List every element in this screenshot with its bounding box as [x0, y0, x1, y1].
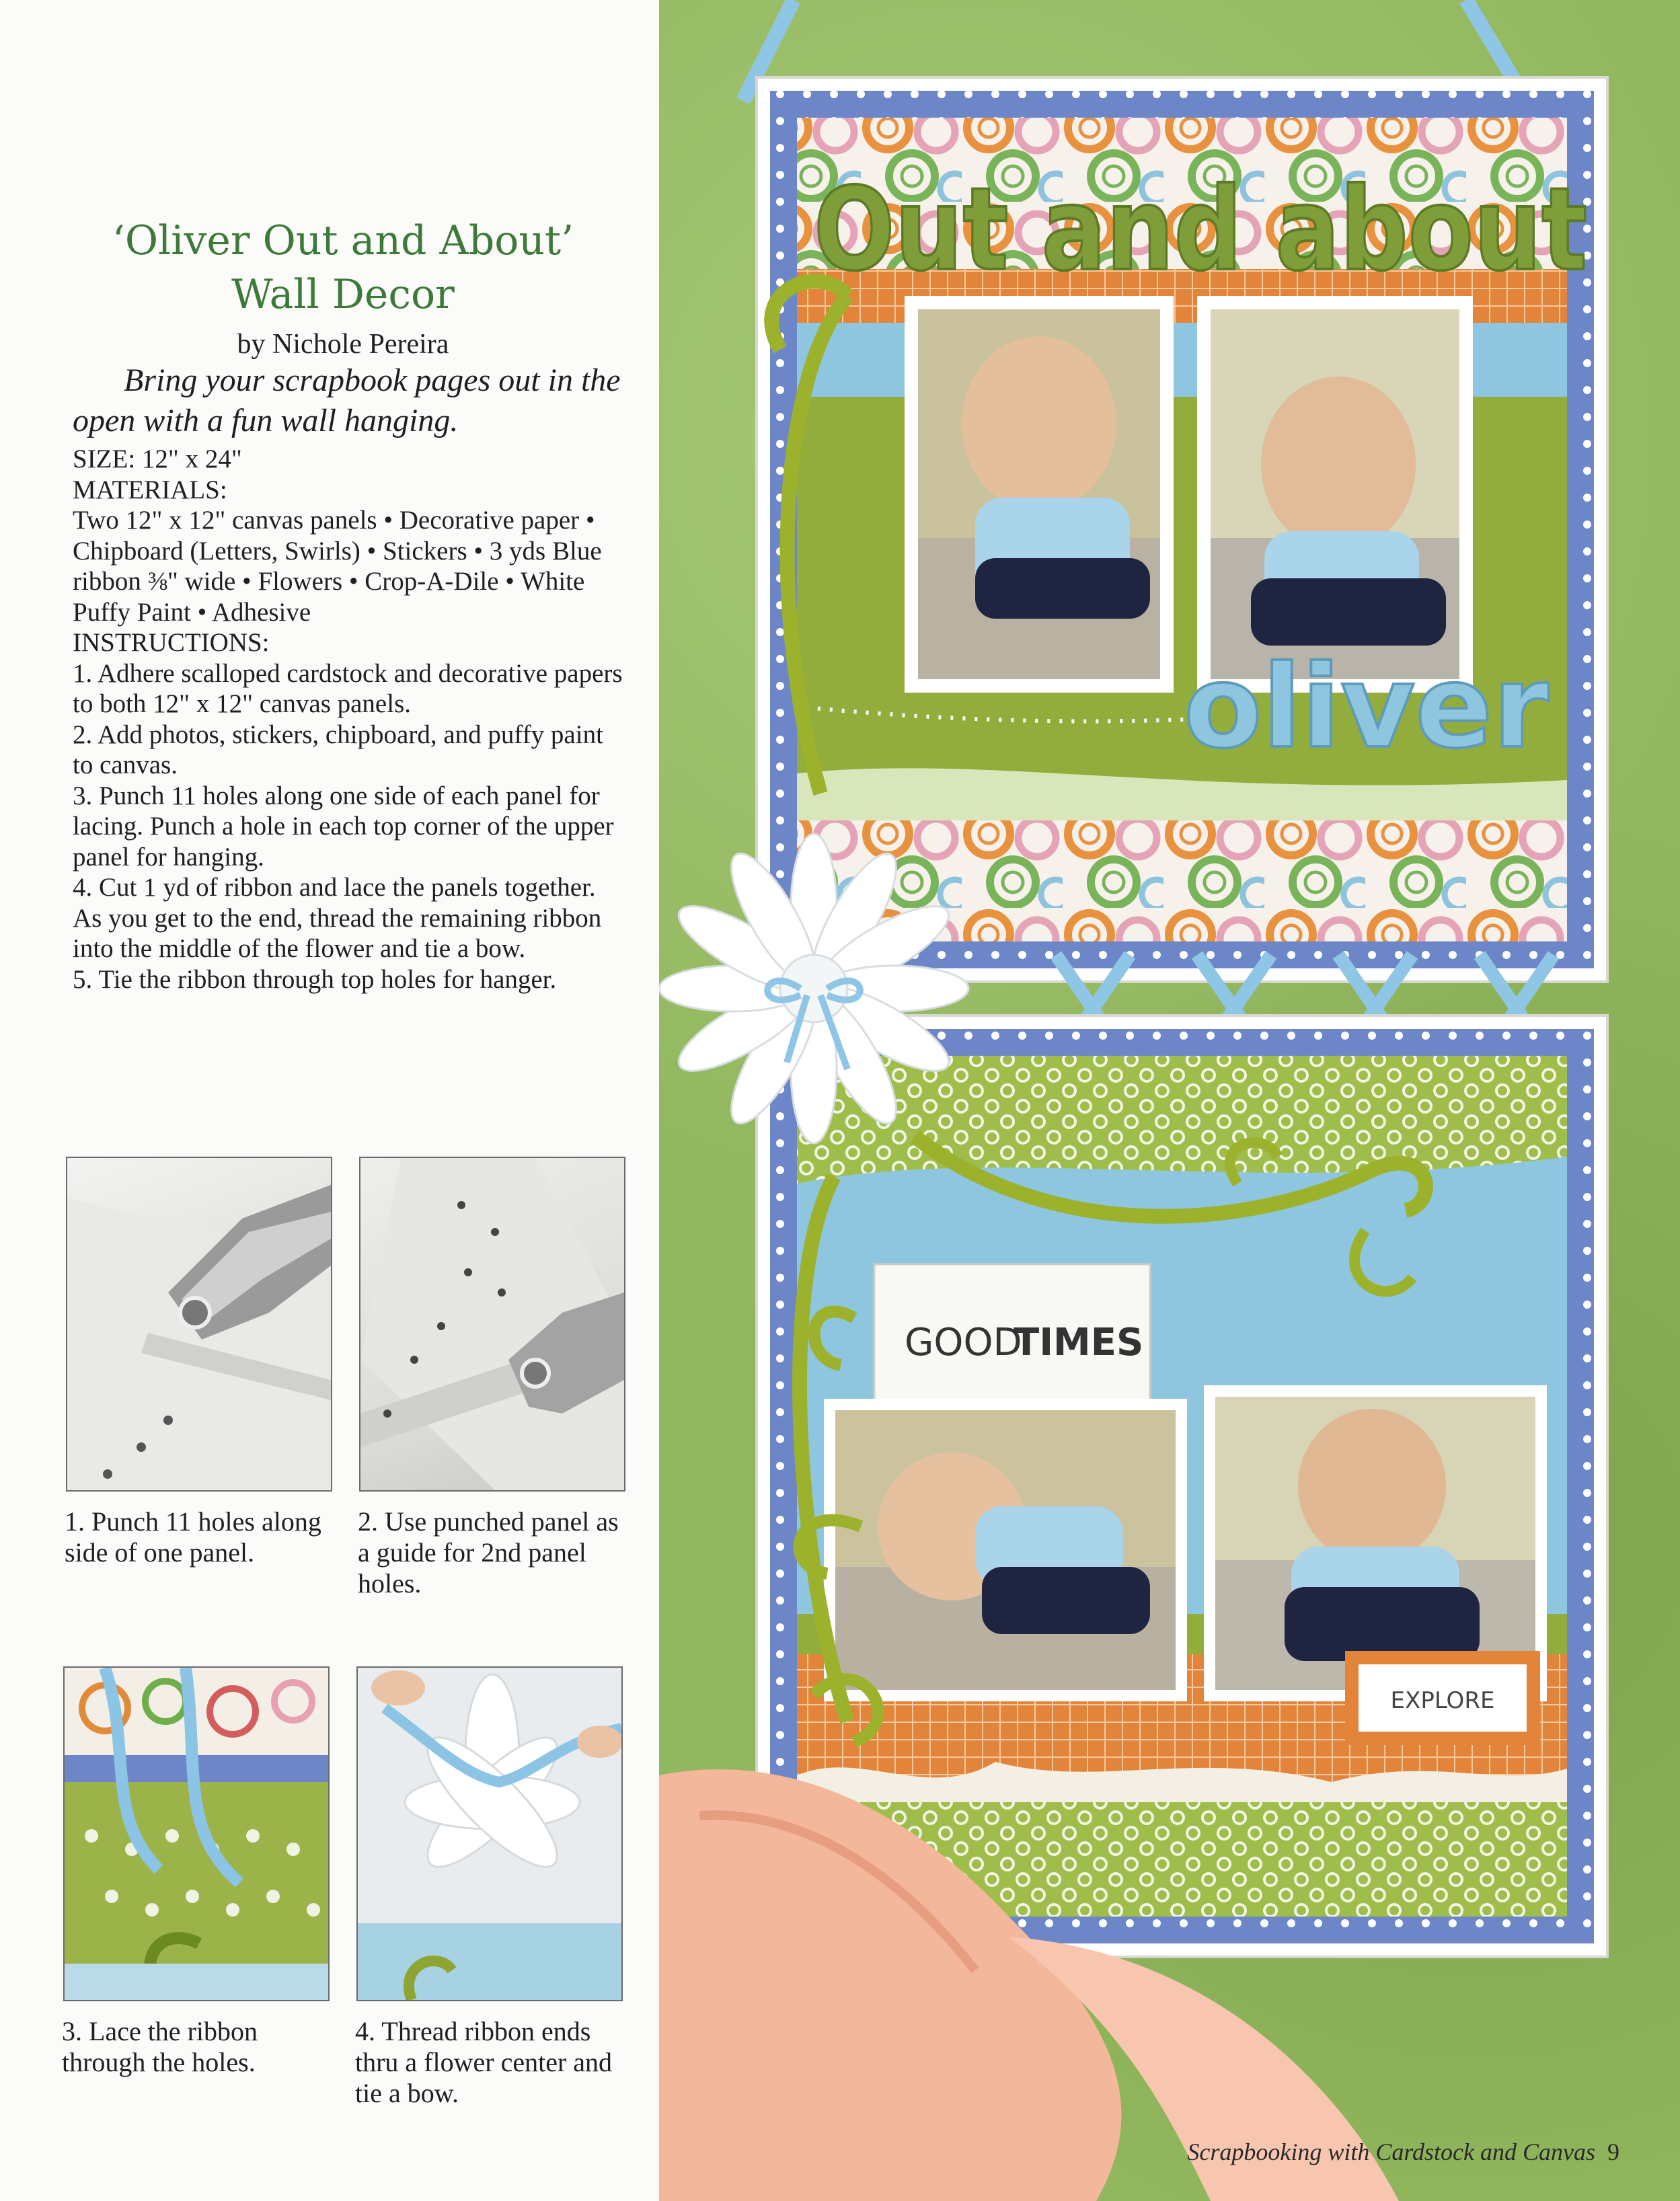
instruction-step: 2. Add photos, stickers, chipboard, and puffy paint to canvas.	[73, 720, 603, 779]
instruction-step: 5. Tie the ribbon through top holes for hanger.	[73, 964, 557, 994]
page-number: 9	[1607, 2138, 1619, 2165]
wall-hanging-illustration	[659, 0, 1680, 2201]
instruction-step: 1. Adhere scalloped cardstock and decorative papers to both 12" x 12" canvas panels.	[73, 658, 623, 718]
byline: by Nichole Pereira	[237, 329, 449, 360]
instruction-step: 3. Punch 11 holes along one side of each panel for lacing. Punch a hole in each top corner of the upper panel for hanging.	[73, 781, 614, 872]
project-photo	[659, 0, 1680, 2201]
name-chipboard: oliver	[1184, 641, 1550, 774]
step-photo-1	[66, 1157, 332, 1492]
sticker-good: GOOD	[905, 1321, 1022, 1364]
sticker-explore: EXPLORE	[1390, 1687, 1495, 1714]
page-footer	[1187, 2138, 1619, 2166]
punched-panels-illustration	[360, 1158, 624, 1490]
publication-name: Scrapbooking with Cardstock and Canvas	[1187, 2138, 1595, 2165]
step-photo-3	[63, 1666, 330, 2001]
article-column	[0, 0, 659, 2201]
headline-chipboard: Out and about	[814, 163, 1587, 297]
article-body	[73, 444, 624, 995]
sticker-times: TIMES	[1014, 1321, 1144, 1364]
lacing-illustration	[65, 1668, 328, 2000]
punch-tool-illustration	[67, 1158, 331, 1490]
step-caption-3: 3. Lace the ribbon through the holes.	[62, 2016, 258, 2077]
step-caption-1: 1. Punch 11 holes along side of one panel.	[65, 1506, 321, 1568]
title-line-2: Wall Decor	[231, 271, 455, 318]
step-caption-2: 2. Use punched panel as a guide for 2nd panel holes.	[358, 1506, 619, 1598]
title-line-1: ‘Oliver Out and About’	[112, 217, 574, 264]
step-caption-4: 4. Thread ribbon ends thru a flower center and tie a bow.	[355, 2016, 613, 2108]
materials-heading: MATERIALS:	[73, 475, 227, 504]
step-photo-4	[356, 1666, 623, 2001]
intro-text: Bring your scrapbook pages out in the open with a fun wall hanging.	[73, 362, 621, 438]
step-photo-2	[359, 1157, 625, 1492]
flower-bow-illustration	[358, 1668, 621, 2000]
materials-list: Two 12" x 12" canvas panels • Decorative paper • Chipboard (Letters, Swirls) • Stickers • 3 yds Blue ribbon ⅜" wide • Flowers • Crop-A-Dile • White Puffy Paint • Adhesive	[73, 506, 602, 627]
instructions-heading: INSTRUCTIONS:	[73, 628, 270, 657]
article-title	[40, 214, 646, 321]
instruction-step: 4. Cut 1 yd of ribbon and lace the panels together. As you get to the end, thread the remaining ribbon into the middle of the flower and tie a bow.	[73, 873, 602, 963]
size-line: SIZE: 12" x 24"	[73, 445, 242, 473]
